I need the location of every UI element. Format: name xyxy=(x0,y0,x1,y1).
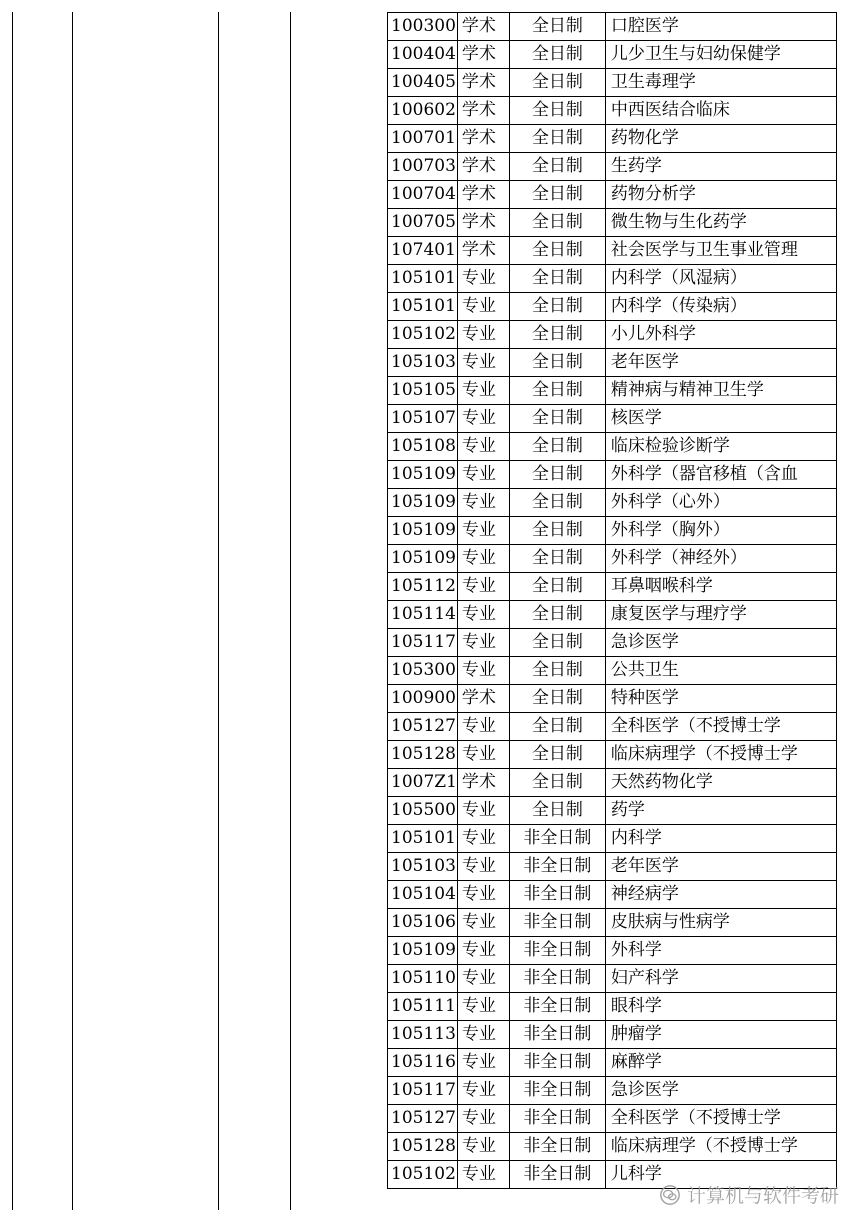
mode-cell: 全日制 xyxy=(509,97,605,125)
code-cell: 105117 xyxy=(388,1077,458,1105)
name-cell: 临床病理学（不授博士学 xyxy=(605,741,836,769)
code-cell: 100705 xyxy=(388,209,458,237)
type-cell: 专业 xyxy=(457,265,509,293)
type-cell: 学术 xyxy=(457,125,509,153)
program-table xyxy=(387,12,837,1189)
name-cell: 药学 xyxy=(605,797,836,825)
name-cell: 儿科学 xyxy=(605,1161,836,1189)
code-cell: 105105 xyxy=(388,377,458,405)
name-cell: 核医学 xyxy=(605,405,836,433)
name-cell: 社会医学与卫生事业管理 xyxy=(605,237,836,265)
type-cell: 专业 xyxy=(457,1105,509,1133)
code-cell: 105102 xyxy=(388,321,458,349)
code-cell: 107401 xyxy=(388,237,458,265)
type-cell: 专业 xyxy=(457,965,509,993)
code-cell: 105108 xyxy=(388,433,458,461)
watermark xyxy=(659,1181,839,1208)
mode-cell: 全日制 xyxy=(509,601,605,629)
table-row xyxy=(388,937,837,965)
name-cell: 公共卫生 xyxy=(605,657,836,685)
name-cell: 外科学（心外） xyxy=(605,489,836,517)
column-divider xyxy=(290,12,291,1210)
type-cell: 专业 xyxy=(457,1133,509,1161)
name-cell: 全科医学（不授博士学 xyxy=(605,713,836,741)
type-cell: 专业 xyxy=(457,405,509,433)
type-cell: 学术 xyxy=(457,69,509,97)
mode-cell: 全日制 xyxy=(509,237,605,265)
mode-cell: 全日制 xyxy=(509,41,605,69)
table-row xyxy=(388,237,837,265)
mode-cell: 全日制 xyxy=(509,517,605,545)
type-cell: 学术 xyxy=(457,237,509,265)
code-cell: 105106 xyxy=(388,909,458,937)
mode-cell: 全日制 xyxy=(509,13,605,41)
name-cell: 耳鼻咽喉科学 xyxy=(605,573,836,601)
table-row xyxy=(388,573,837,601)
mode-cell: 全日制 xyxy=(509,489,605,517)
name-cell: 药物分析学 xyxy=(605,181,836,209)
type-cell: 专业 xyxy=(457,461,509,489)
mode-cell: 全日制 xyxy=(509,545,605,573)
type-cell: 专业 xyxy=(457,797,509,825)
type-cell: 专业 xyxy=(457,573,509,601)
code-cell: 105127 xyxy=(388,713,458,741)
type-cell: 专业 xyxy=(457,601,509,629)
mode-cell: 非全日制 xyxy=(509,1133,605,1161)
mode-cell: 非全日制 xyxy=(509,1049,605,1077)
name-cell: 外科学（胸外） xyxy=(605,517,836,545)
column-divider xyxy=(72,12,73,1210)
mode-cell: 全日制 xyxy=(509,629,605,657)
type-cell: 学术 xyxy=(457,181,509,209)
code-cell: 100900 xyxy=(388,685,458,713)
type-cell: 专业 xyxy=(457,993,509,1021)
code-cell: 105116 xyxy=(388,1049,458,1077)
name-cell: 全科医学（不授博士学 xyxy=(605,1105,836,1133)
table-row xyxy=(388,293,837,321)
code-cell: 105112 xyxy=(388,573,458,601)
table-row xyxy=(388,629,837,657)
code-cell: 100704 xyxy=(388,181,458,209)
program-table-body xyxy=(388,13,837,1189)
mode-cell: 非全日制 xyxy=(509,909,605,937)
code-cell: 105109 xyxy=(388,937,458,965)
name-cell: 麻醉学 xyxy=(605,1049,836,1077)
code-cell: 105101 xyxy=(388,293,458,321)
name-cell: 小儿外科学 xyxy=(605,321,836,349)
type-cell: 学术 xyxy=(457,97,509,125)
name-cell: 内科学（传染病） xyxy=(605,293,836,321)
name-cell: 神经病学 xyxy=(605,881,836,909)
name-cell: 天然药物化学 xyxy=(605,769,836,797)
table-row xyxy=(388,69,837,97)
mode-cell: 非全日制 xyxy=(509,1161,605,1189)
column-divider xyxy=(218,12,219,1210)
type-cell: 专业 xyxy=(457,657,509,685)
name-cell: 老年医学 xyxy=(605,853,836,881)
code-cell: 105107 xyxy=(388,405,458,433)
mode-cell: 非全日制 xyxy=(509,937,605,965)
table-row xyxy=(388,1077,837,1105)
name-cell: 老年医学 xyxy=(605,349,836,377)
table-row xyxy=(388,1021,837,1049)
wechat-icon xyxy=(659,1184,681,1206)
type-cell: 学术 xyxy=(457,41,509,69)
name-cell: 急诊医学 xyxy=(605,629,836,657)
name-cell: 生药学 xyxy=(605,153,836,181)
mode-cell: 全日制 xyxy=(509,573,605,601)
type-cell: 专业 xyxy=(457,349,509,377)
table-row xyxy=(388,1133,837,1161)
mode-cell: 全日制 xyxy=(509,153,605,181)
table-row xyxy=(388,1105,837,1133)
table-row xyxy=(388,321,837,349)
mode-cell: 全日制 xyxy=(509,797,605,825)
mode-cell: 全日制 xyxy=(509,685,605,713)
table-row xyxy=(388,769,837,797)
type-cell: 专业 xyxy=(457,433,509,461)
code-cell: 105109 xyxy=(388,517,458,545)
type-cell: 专业 xyxy=(457,629,509,657)
code-cell: 105109 xyxy=(388,461,458,489)
type-cell: 专业 xyxy=(457,741,509,769)
table-row xyxy=(388,797,837,825)
mode-cell: 全日制 xyxy=(509,265,605,293)
mode-cell: 全日制 xyxy=(509,657,605,685)
mode-cell: 全日制 xyxy=(509,713,605,741)
code-cell: 105110 xyxy=(388,965,458,993)
mode-cell: 非全日制 xyxy=(509,993,605,1021)
mode-cell: 全日制 xyxy=(509,769,605,797)
name-cell: 康复医学与理疗学 xyxy=(605,601,836,629)
mode-cell: 非全日制 xyxy=(509,965,605,993)
name-cell: 外科学（器官移植（含血 xyxy=(605,461,836,489)
name-cell: 中西医结合临床 xyxy=(605,97,836,125)
code-cell: 105101 xyxy=(388,825,458,853)
name-cell: 临床检验诊断学 xyxy=(605,433,836,461)
code-cell: 105114 xyxy=(388,601,458,629)
code-cell: 105104 xyxy=(388,881,458,909)
name-cell: 特种医学 xyxy=(605,685,836,713)
table-row xyxy=(388,433,837,461)
type-cell: 学术 xyxy=(457,769,509,797)
mode-cell: 非全日制 xyxy=(509,853,605,881)
type-cell: 专业 xyxy=(457,713,509,741)
name-cell: 药物化学 xyxy=(605,125,836,153)
table-row xyxy=(388,461,837,489)
table-row xyxy=(388,153,837,181)
type-cell: 专业 xyxy=(457,1077,509,1105)
mode-cell: 全日制 xyxy=(509,125,605,153)
type-cell: 专业 xyxy=(457,489,509,517)
code-cell: 1007Z1 xyxy=(388,769,458,797)
type-cell: 专业 xyxy=(457,881,509,909)
name-cell: 肿瘤学 xyxy=(605,1021,836,1049)
mode-cell: 全日制 xyxy=(509,405,605,433)
type-cell: 专业 xyxy=(457,853,509,881)
code-cell: 105111 xyxy=(388,993,458,1021)
type-cell: 学术 xyxy=(457,685,509,713)
code-cell: 100300 xyxy=(388,13,458,41)
table-row xyxy=(388,1049,837,1077)
table-row xyxy=(388,209,837,237)
table-row xyxy=(388,601,837,629)
name-cell: 临床病理学（不授博士学 xyxy=(605,1133,836,1161)
table-row xyxy=(388,545,837,573)
code-cell: 105103 xyxy=(388,349,458,377)
name-cell: 急诊医学 xyxy=(605,1077,836,1105)
name-cell: 妇产科学 xyxy=(605,965,836,993)
name-cell: 卫生毒理学 xyxy=(605,69,836,97)
name-cell: 儿少卫生与妇幼保健学 xyxy=(605,41,836,69)
mode-cell: 全日制 xyxy=(509,209,605,237)
type-cell: 专业 xyxy=(457,937,509,965)
table-row xyxy=(388,965,837,993)
table-row xyxy=(388,405,837,433)
mode-cell: 非全日制 xyxy=(509,1021,605,1049)
table-row xyxy=(388,853,837,881)
type-cell: 学术 xyxy=(457,153,509,181)
type-cell: 专业 xyxy=(457,377,509,405)
type-cell: 专业 xyxy=(457,517,509,545)
table-row xyxy=(388,489,837,517)
table-row xyxy=(388,881,837,909)
code-cell: 100703 xyxy=(388,153,458,181)
code-cell: 105300 xyxy=(388,657,458,685)
code-cell: 100404 xyxy=(388,41,458,69)
code-cell: 105101 xyxy=(388,265,458,293)
name-cell: 皮肤病与性病学 xyxy=(605,909,836,937)
code-cell: 105117 xyxy=(388,629,458,657)
code-cell: 105103 xyxy=(388,853,458,881)
table-row xyxy=(388,349,837,377)
type-cell: 专业 xyxy=(457,1021,509,1049)
mode-cell: 全日制 xyxy=(509,377,605,405)
type-cell: 专业 xyxy=(457,909,509,937)
name-cell: 眼科学 xyxy=(605,993,836,1021)
name-cell: 微生物与生化药学 xyxy=(605,209,836,237)
table-row xyxy=(388,741,837,769)
name-cell: 精神病与精神卫生学 xyxy=(605,377,836,405)
type-cell: 专业 xyxy=(457,293,509,321)
code-cell: 105113 xyxy=(388,1021,458,1049)
code-cell: 105128 xyxy=(388,1133,458,1161)
mode-cell: 全日制 xyxy=(509,321,605,349)
table-row xyxy=(388,181,837,209)
table-row xyxy=(388,909,837,937)
table-row xyxy=(388,125,837,153)
type-cell: 专业 xyxy=(457,1161,509,1189)
mode-cell: 非全日制 xyxy=(509,825,605,853)
mode-cell: 全日制 xyxy=(509,741,605,769)
table-row xyxy=(388,265,837,293)
mode-cell: 全日制 xyxy=(509,69,605,97)
type-cell: 专业 xyxy=(457,321,509,349)
type-cell: 学术 xyxy=(457,209,509,237)
code-cell: 105102 xyxy=(388,1161,458,1189)
code-cell: 100405 xyxy=(388,69,458,97)
mode-cell: 非全日制 xyxy=(509,1105,605,1133)
type-cell: 专业 xyxy=(457,825,509,853)
code-cell: 105109 xyxy=(388,489,458,517)
mode-cell: 全日制 xyxy=(509,181,605,209)
name-cell: 内科学 xyxy=(605,825,836,853)
column-divider xyxy=(12,12,13,1210)
table-row xyxy=(388,685,837,713)
table-row xyxy=(388,657,837,685)
code-cell: 100602 xyxy=(388,97,458,125)
table-row xyxy=(388,825,837,853)
mode-cell: 非全日制 xyxy=(509,1077,605,1105)
watermark-text: 计算机与软件考研 xyxy=(686,1185,839,1207)
table-row xyxy=(388,41,837,69)
table-row xyxy=(388,377,837,405)
code-cell: 105109 xyxy=(388,545,458,573)
type-cell: 学术 xyxy=(457,13,509,41)
mode-cell: 全日制 xyxy=(509,349,605,377)
type-cell: 专业 xyxy=(457,545,509,573)
table-row xyxy=(388,517,837,545)
mode-cell: 全日制 xyxy=(509,433,605,461)
code-cell: 105127 xyxy=(388,1105,458,1133)
code-cell: 100701 xyxy=(388,125,458,153)
mode-cell: 非全日制 xyxy=(509,881,605,909)
name-cell: 内科学（风湿病） xyxy=(605,265,836,293)
name-cell: 外科学（神经外） xyxy=(605,545,836,573)
type-cell: 专业 xyxy=(457,1049,509,1077)
code-cell: 105500 xyxy=(388,797,458,825)
name-cell: 口腔医学 xyxy=(605,13,836,41)
table-row xyxy=(388,713,837,741)
mode-cell: 全日制 xyxy=(509,461,605,489)
name-cell: 外科学 xyxy=(605,937,836,965)
table-row xyxy=(388,993,837,1021)
mode-cell: 全日制 xyxy=(509,293,605,321)
table-row xyxy=(388,13,837,41)
code-cell: 105128 xyxy=(388,741,458,769)
table-row xyxy=(388,97,837,125)
